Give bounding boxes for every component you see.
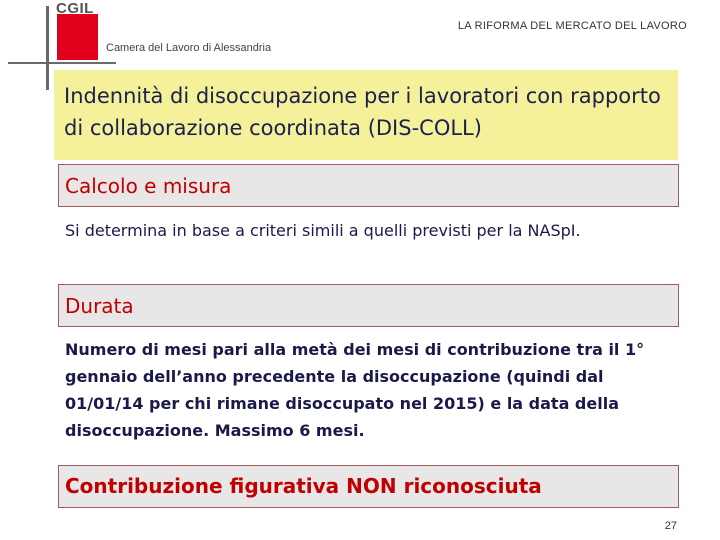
cgil-logo-text: CGIL xyxy=(56,0,94,17)
org-name: Camera del Lavoro di Alessandria xyxy=(106,42,272,54)
section-heading-durata: Durata xyxy=(65,294,134,318)
cgil-logo-block xyxy=(57,14,98,60)
logo-vertical-line xyxy=(46,6,49,90)
logo-horizontal-line xyxy=(8,62,116,64)
section-body-durata: Numero di mesi pari alla metà dei mesi di contribuzione tra il 1° gennaio dell’anno precedente la disoccupazione (quindi dal 01/01/14 per chi rimane disoccupato nel 2015) e la data della disoccupazione. Massimo 6 mesi. xyxy=(65,340,645,440)
header-title: LA RIFORMA DEL MERCATO DEL LAVORO xyxy=(457,20,687,32)
page-number: 27 xyxy=(664,520,677,532)
section-bar-durata xyxy=(58,284,679,327)
section-body-calcolo: Si determina in base a criteri simili a quelli previsti per la NASpI. xyxy=(65,221,581,240)
section-heading-calcolo: Calcolo e misura xyxy=(65,174,232,198)
section-heading-contribuzione: Contribuzione figurativa NON riconosciuta xyxy=(65,474,542,498)
slide-title: Indennità di disoccupazione per i lavoratori con rapporto di collaborazione coordinata (DIS-COLL) xyxy=(64,84,661,140)
